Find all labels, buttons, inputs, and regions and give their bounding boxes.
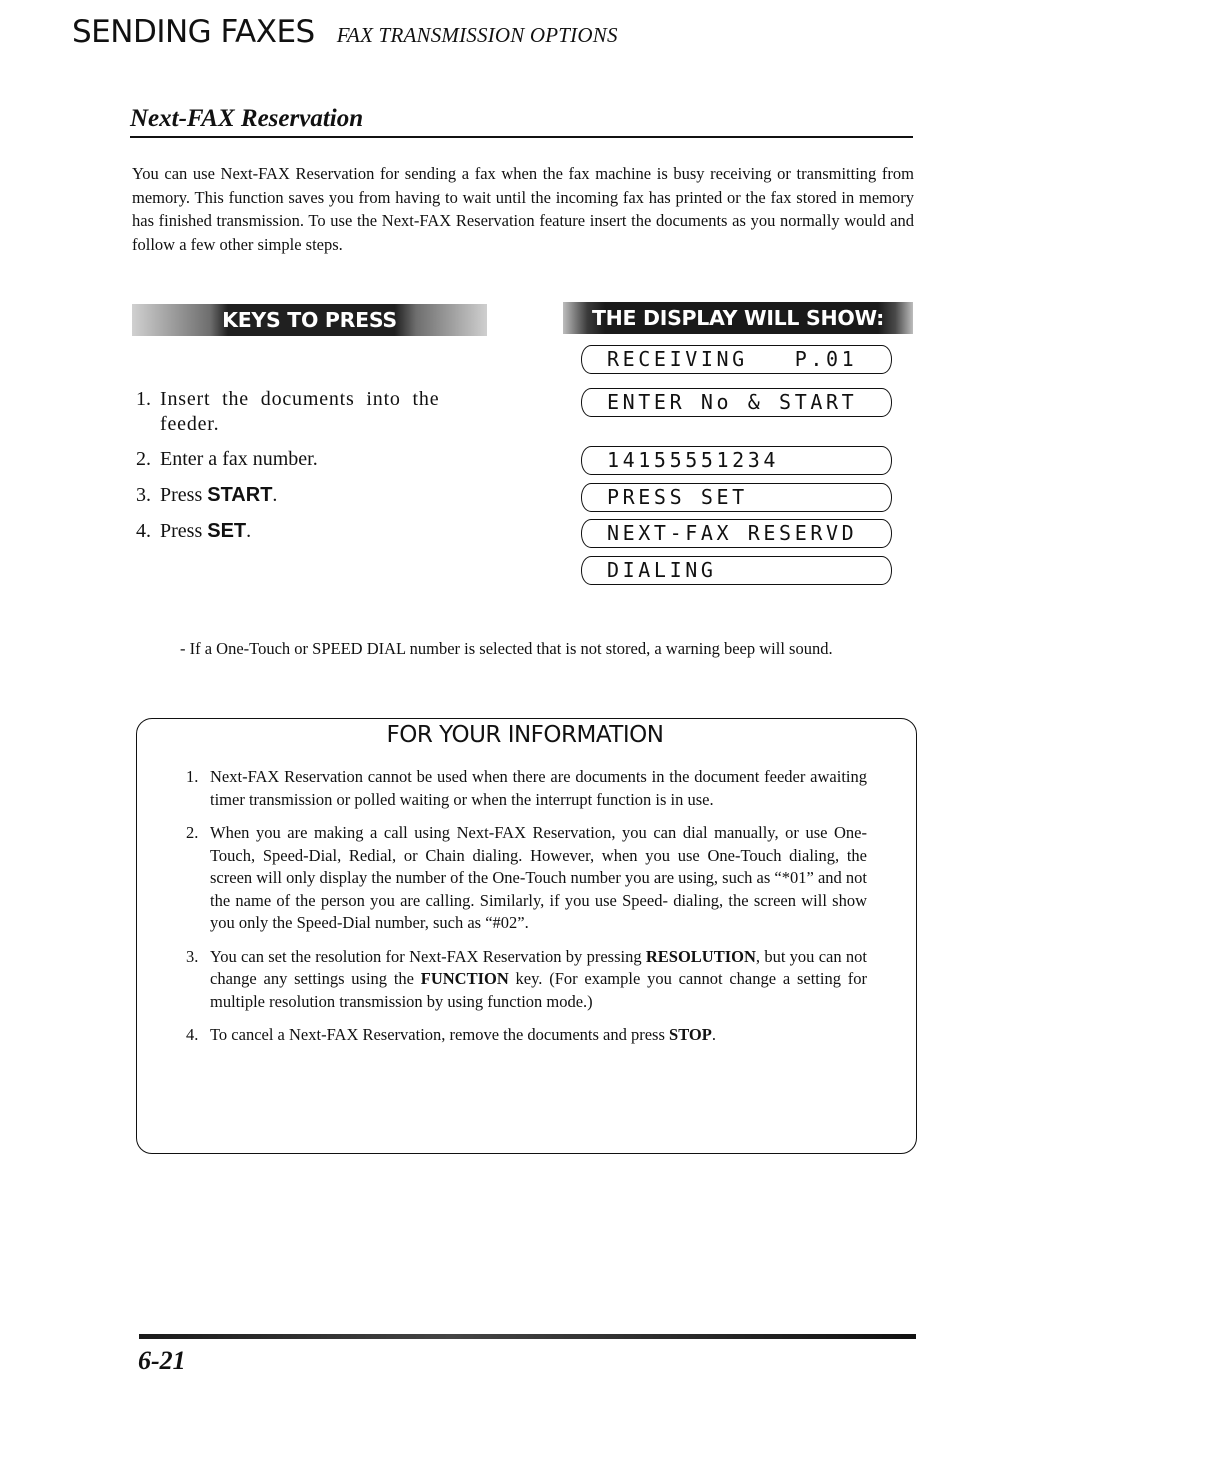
- step-text: Enter a fax number.: [160, 448, 318, 470]
- info-number: 4.: [186, 1025, 199, 1044]
- lcd-display-press-set: PRESS SET: [581, 483, 892, 512]
- warning-note: - If a One-Touch or SPEED DIAL number is selected that is not stored, a warning beep will sound.: [180, 639, 833, 658]
- step-number: 3.: [136, 484, 151, 506]
- lcd-display-dialing: DIALING: [581, 556, 892, 585]
- step-text: Insert the documents into the feeder.: [160, 388, 440, 435]
- intro-paragraph: You can use Next-FAX Reservation for sending a fax when the fax machine is busy receiving or transmitting from memory. This function saves you from having to wait until the incoming fax has printed or the fax stored in memory has finished transmission. To use the Next-FAX Reservation feature insert the documents as you normally would and follow a few other simple steps.: [132, 164, 914, 254]
- step-item: [136, 447, 496, 472]
- page-header: [72, 14, 618, 50]
- section-title: Next-FAX Reservation: [130, 105, 364, 132]
- info-text-part: key. (For example you cannot change a setting for multiple resolution transmission by using function mode.): [210, 969, 867, 1011]
- footer-rule: [139, 1334, 916, 1339]
- info-item: [186, 1024, 867, 1047]
- step-number: 1.: [136, 388, 151, 410]
- keys-steps-list: [136, 387, 496, 544]
- step-number: 4.: [136, 520, 151, 542]
- chapter-title: SENDING FAXES: [72, 14, 315, 50]
- step-suffix: .: [246, 520, 252, 542]
- information-list: [186, 766, 867, 1058]
- info-text-part: .: [711, 1025, 716, 1044]
- info-text: When you are making a call using Next-FAX Reservation, you can dial manually, or use One-Touch, Speed-Dial, Redial, or Chain dialing. However, when you use One-Touch dialing, the screen will only display the number of the One-Touch number you are using, such as “*01” and not the name of the person you are calling. Similarly, if you use Speed- dialing, the screen will show you only the Speed-Dial number, such as “#02”.: [210, 823, 867, 932]
- lcd-display-receiving: RECEIVING P.01: [581, 345, 892, 374]
- step-prefix: Press: [160, 520, 208, 542]
- info-text-part: You can set the resolution for Next-FAX Reservation by pressing: [210, 946, 646, 966]
- keys-to-press-banner: KEYS TO PRESS: [132, 304, 487, 336]
- step-item: [136, 387, 496, 437]
- set-key-label: SET: [207, 520, 247, 542]
- step-suffix: .: [272, 484, 278, 506]
- info-number: 3.: [186, 946, 199, 966]
- stop-key-label: STOP: [669, 1025, 712, 1044]
- info-text-part: , but you can not change any settings using the: [210, 946, 867, 988]
- info-text: [210, 946, 867, 1014]
- start-key-label: START: [207, 484, 273, 506]
- info-number: 2.: [186, 823, 199, 842]
- display-will-show-banner: THE DISPLAY WILL SHOW:: [563, 302, 913, 334]
- information-title: FOR YOUR INFORMATION: [386, 722, 664, 748]
- step-prefix: Press: [160, 484, 208, 506]
- lcd-display-enter-number: ENTER No & START: [581, 388, 892, 417]
- page-number: 6-21: [138, 1346, 186, 1375]
- step-item: [136, 519, 496, 544]
- info-text: Next-FAX Reservation cannot be used when there are documents in the document feeder awaiting timer transmission or polled waiting or when the interrupt function is in use.: [210, 767, 867, 809]
- function-key-label: FUNCTION: [420, 969, 509, 988]
- info-number: 1.: [186, 767, 199, 786]
- resolution-key-label: RESOLUTION: [645, 946, 756, 966]
- info-item: [186, 822, 867, 935]
- step-item: [136, 483, 496, 508]
- chapter-subtitle: FAX TRANSMISSION OPTIONS: [336, 23, 618, 47]
- step-text: [160, 483, 277, 508]
- info-item: [186, 946, 867, 1014]
- section-rule: [130, 136, 913, 138]
- step-number: 2.: [136, 448, 151, 470]
- lcd-display-fax-number: 14155551234: [581, 446, 892, 475]
- info-text-part: To cancel a Next-FAX Reservation, remove the documents and press: [210, 1025, 670, 1044]
- step-text: [160, 519, 251, 544]
- info-item: [186, 766, 867, 811]
- lcd-display-next-fax-reservd: NEXT-FAX RESERVD: [581, 519, 892, 548]
- info-text: [210, 1024, 867, 1047]
